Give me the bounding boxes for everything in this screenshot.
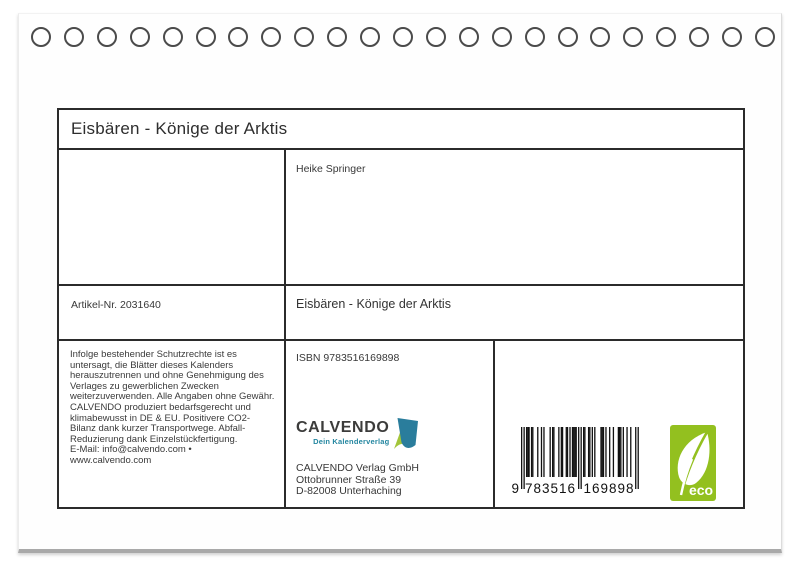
website-line: www.calvendo.com [70,454,152,466]
barcode-bars [507,427,641,497]
binding-hole [492,27,512,47]
svg-text:169898: 169898 [583,481,635,496]
binding-hole [261,27,281,47]
binding-hole [459,27,479,47]
rights-text: Infolge bestehender Schutzrechte ist es untersagt, die Blätter dieses Kalenders herauszutrennen und ohne Genehmigung des Verlages zu gewerblichen Zwecken weiterzuverwenden. Alle Angaben ohne Gewähr. [70,349,275,403]
binding-hole [228,27,248,47]
binding-hole [31,27,51,47]
calvendo-tagline: Dein Kalenderverlag [313,437,390,446]
binding-hole [755,27,775,47]
calendar-back-page [18,13,782,553]
binding-hole [722,27,742,47]
binding-hole [689,27,709,47]
publisher-name: CALVENDO Verlag GmbH [296,462,419,474]
publisher-city: D-82008 Unterhaching [296,485,402,497]
binding-hole [656,27,676,47]
binding-hole [196,27,216,47]
svg-text:9: 9 [511,481,519,496]
binding-hole [97,27,117,47]
binding-hole [294,27,314,47]
calvendo-logo [296,419,418,451]
isbn-label: ISBN 9783516169898 [296,352,400,364]
calendar-title: Eisbären - Könige der Arktis [71,119,288,138]
svg-text:eco: eco [688,482,714,498]
binding-hole [327,27,347,47]
product-info-table [57,108,745,509]
article-number: Artikel-Nr. 2031640 [71,299,161,311]
eco-leaf-icon [670,425,716,501]
binding-hole [426,27,446,47]
production-text: CALVENDO produziert bedarfsgerecht und klimabewusst in DE & EU. Positivere CO2-Bilanz dank kurzer Transportwege. Abfall-Reduzierung dank Einzelstückfertigung. [70,401,251,445]
email-line: E-Mail: info@calvendo.com • [70,444,192,456]
binding-hole [64,27,84,47]
svg-text:783516: 783516 [524,481,577,496]
binding-hole [558,27,578,47]
binding-hole [623,27,643,47]
eco-badge [670,425,716,506]
calvendo-logo-icon [393,418,418,451]
binding-hole [590,27,610,47]
image-placeholder-cell [59,150,286,284]
binding-hole [163,27,183,47]
binding-hole [130,27,150,47]
legal-text-block [59,341,284,467]
ean13-barcode [507,427,641,502]
calvendo-wordmark: CALVENDO [296,419,390,436]
publisher-address [296,463,419,498]
binding-hole [360,27,380,47]
binding-hole [393,27,413,47]
publisher-street: Ottobrunner Straße 39 [296,473,402,486]
product-title: Eisbären - Könige der Arktis [296,297,451,311]
binding-hole [525,27,545,47]
author-name: Heike Springer [296,163,366,175]
spiral-binding-holes [31,27,775,47]
